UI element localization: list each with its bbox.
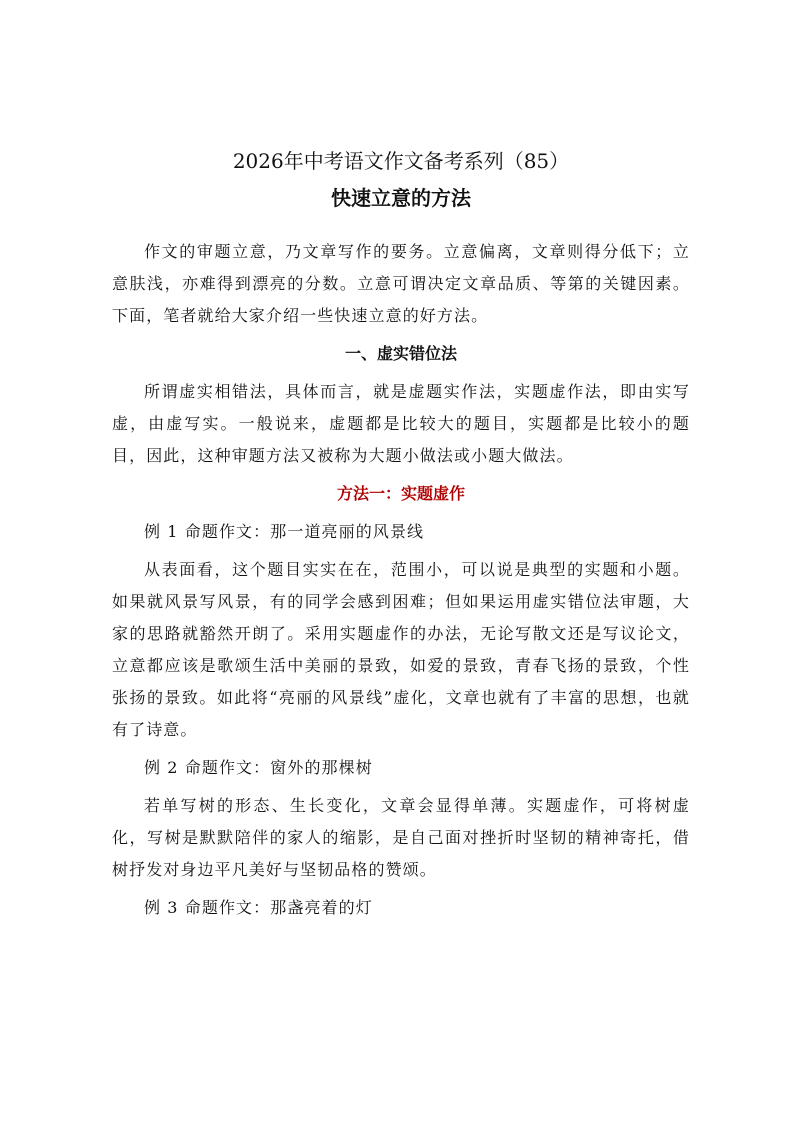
document-subtitle: 快速立意的方法 [331,186,471,210]
example-paragraph: 从表面看，这个题目实实在在，范围小，可以说是典型的实题和小题。如果就风景写风景，有的同学会感到困难；但如果运用虚实错位法审题，大家的思路就豁然开朗了。采用实题虚作的办法，无论写散文还是写议论文，立意都应该是歌颂生活中美丽的景致，如爱的景致，青春飞扬的景致，个性张扬的景致。如此将“亮丽的风景线”虚化，文章也就有了丰富的思想，也就有了诗意。 [112,560,690,739]
section-paragraph: 所谓虚实相错法，具体而言，就是虚题实作法，实题虚作法，即由实写虚，由虚写实。一般说来，虚题都是比较大的题目，实题都是比较小的题目，因此，这种审题方法又被称为大题小做法或小题大做法。 [112,382,690,465]
document-body [112,236,690,924]
document-title: 2026年中考语文作文备考系列（85） [232,149,570,173]
intro-paragraph: 作文的审题立意，乃文章写作的要务。立意偏离，文章则得分低下；立意肤浅，亦难得到漂亮的分数。立意可谓决定文章品质、等第的关键因素。下面，笔者就给大家介绍一些快速立意的好方法。 [112,242,690,325]
example-title: 例 3 命题作文：那盏亮着的灯 [144,898,373,917]
example-title: 例 1 命题作文：那一道亮丽的风景线 [144,522,425,541]
example-title: 例 2 命题作文：窗外的那棵树 [144,758,373,777]
section-heading: 一、虚实错位法 [344,344,457,363]
method-heading: 方法一：实题虚作 [336,484,465,503]
example-paragraph: 若单写树的形态、生长变化，文章会显得单薄。实题虚作，可将树虚化，写树是默默陪伴的家人的缩影，是自己面对挫折时坚韧的精神寄托，借树抒发对身边平凡美好与坚韧品格的赞颂。 [112,796,690,879]
